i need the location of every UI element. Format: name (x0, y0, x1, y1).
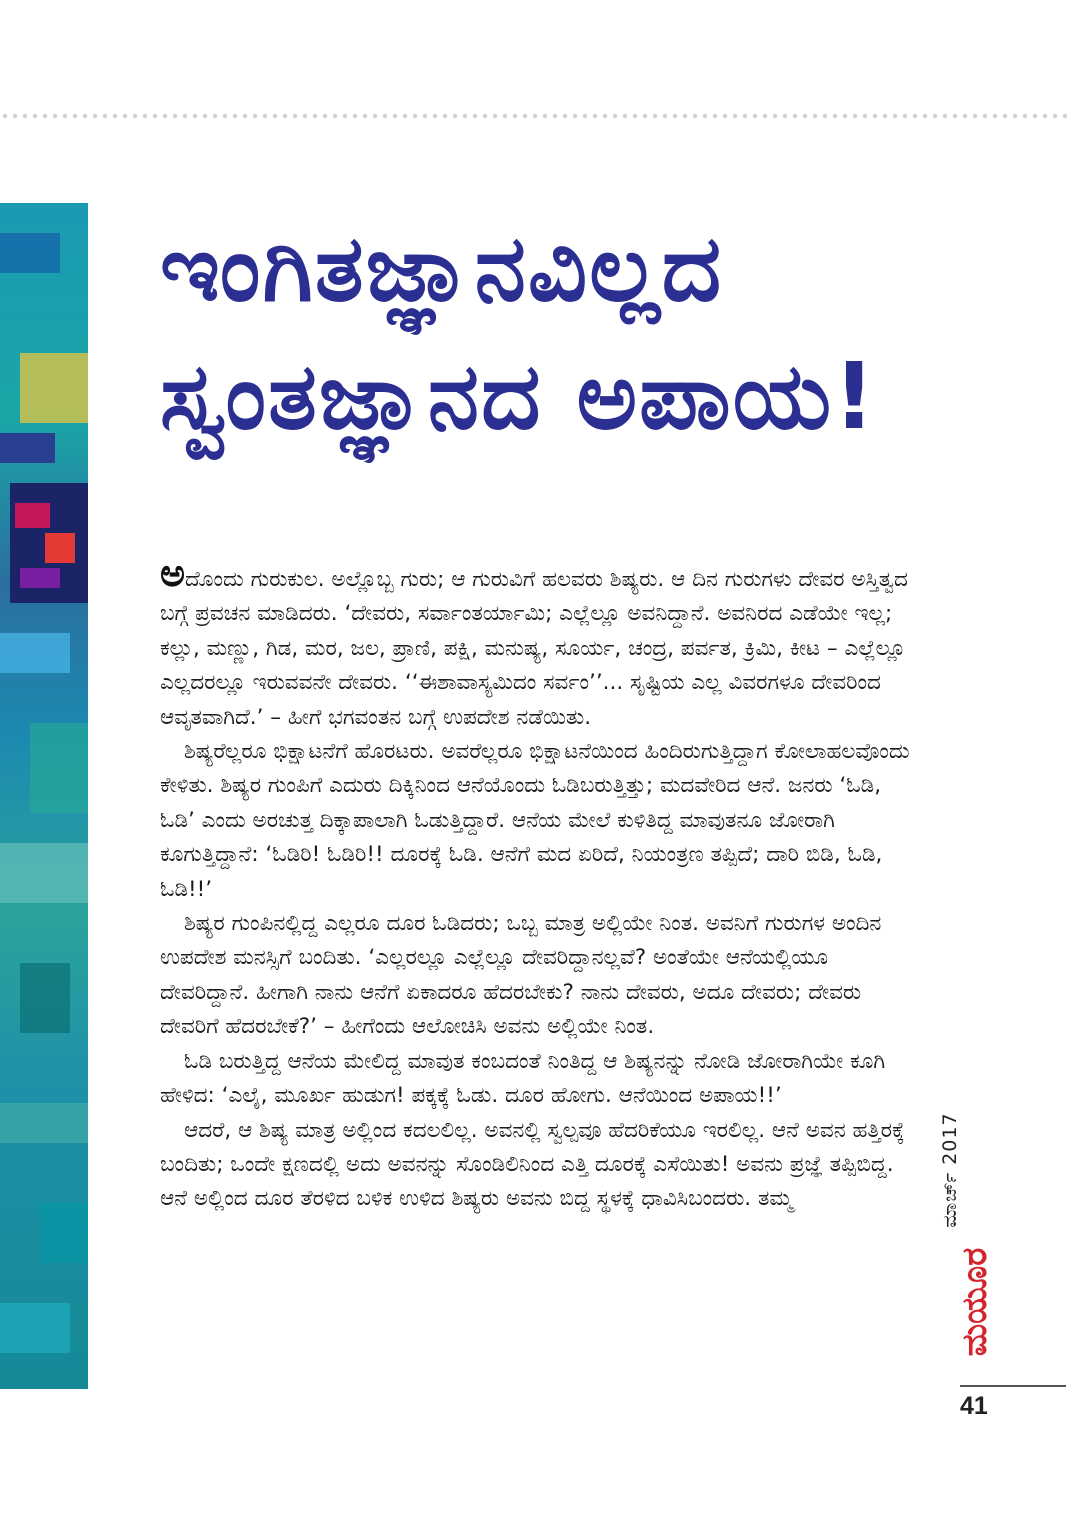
title-line-1: ಇಂಗಿತಜ್ಞಾನವಿಲ್ಲದ (160, 215, 724, 322)
paragraph-4: ಓಡಿ ಬರುತ್ತಿದ್ದ ಆನೆಯ ಮೇಲಿದ್ದ ಮಾವುತ ಕಂಬದಂತೆ ನಿಂತಿದ್ದ ಆ ಶಿಷ್ಯನನ್ನು ನೋಡಿ ಜೋರಾಗಿಯೇ ಕೂಗಿ ಹೇಳಿದ: ‘ಎಲೈ, ಮೂರ್ಖ ಹುಡುಗ! ಪಕ್ಕಕ್ಕೆ ಓಡು. ದೂರ ಹೋಗು. ಆನೆಯಿಂದ ಅಪಾಯ!!’ (160, 1048, 886, 1109)
dotted-divider (0, 112, 1072, 120)
paragraph-3: ಶಿಷ್ಯರ ಗುಂಪಿನಲ್ಲಿದ್ದ ಎಲ್ಲರೂ ದೂರ ಓಡಿದರು; ಒಬ್ಬ ಮಾತ್ರ ಅಲ್ಲಿಯೇ ನಿಂತ. ಅವನಿಗೆ ಗುರುಗಳ ಅಂದಿನ ಉಪದೇಶ ಮನಸ್ಸಿಗೆ ಬಂದಿತು. ‘ಎಲ್ಲರಲ್ಲೂ ಎಲ್ಲೆಲ್ಲೂ ದೇವರಿದ್ದಾನಲ್ಲವೆ? ಅಂತೆಯೇ ಆನೆಯಲ್ಲಿಯೂ ದೇವರಿದ್ದಾನೆ. ಹೀಗಾಗಿ ನಾನು ಆನೆಗೆ ಏಕಾದರೂ ಹೆದರಬೇಕು? ನಾನು ದೇವರು, ಅದೂ ದೇವರು; ದೇವರು ದೇವರಿಗೆ ಹೆದರಬೇಕೆ?’ – ಹೀಗೆಂದು ಆಲೋಚಿಸಿ ಅವನು ಅಲ್ಲಿಯೇ ನಿಂತ. (160, 911, 882, 1040)
painting-strip (0, 203, 88, 1389)
drop-cap: ಅ (160, 551, 186, 595)
paragraph-1 (160, 551, 920, 735)
paragraph-2: ಶಿಷ್ಯರೆಲ್ಲರೂ ಭಿಕ್ಷಾಟನೆಗೆ ಹೊರಟರು. ಅವರೆಲ್ಲರೂ ಭಿಕ್ಷಾಟನೆಯಿಂದ ಹಿಂದಿರುಗುತ್ತಿದ್ದಾಗ ಕೋಲಾಹಲವೊಂದು ಕೇಳಿತು. ಶಿಷ್ಯರ ಗುಂಪಿಗೆ ಎದುರು ದಿಕ್ಕಿನಿಂದ ಆನೆಯೊಂದು ಓಡಿಬರುತ್ತಿತ್ತು; ಮದವೇರಿದ ಆನೆ. ಜನರು ‘ಓಡಿ, ಓಡಿ’ ಎಂದು ಅರಚುತ್ತ ದಿಕ್ಕಾಪಾಲಾಗಿ ಓಡುತ್ತಿದ್ದಾರೆ. ಆನೆಯ ಮೇಲೆ ಕುಳಿತಿದ್ದ ಮಾವುತನೂ ಜೋರಾಗಿ ಕೂಗುತ್ತಿದ್ದಾನೆ: ‘ಓಡಿರಿ! ಓಡಿರಿ!! ದೂರಕ್ಕೆ ಓಡಿ. ಆನೆಗೆ ಮದ ಏರಿದೆ, ನಿಯಂತ್ರಣ ತಪ್ಪಿದೆ; ದಾರಿ ಬಿಡಿ, ಓಡಿ, ಓಡಿ!!’ (160, 739, 910, 902)
title-line-2: ಸ್ವಂತಜ್ಞಾನದ ಅಪಾಯ! (160, 343, 878, 450)
paragraph-5: ಆದರೆ, ಆ ಶಿಷ್ಯ ಮಾತ್ರ ಅಲ್ಲಿಂದ ಕದಲಲಿಲ್ಲ. ಅವನಲ್ಲಿ ಸ್ವಲ್ಪವೂ ಹೆದರಿಕೆಯೂ ಇರಲಿಲ್ಲ. ಆನೆ ಅವನ ಹತ್ತಿರಕ್ಕೆ ಬಂದಿತು; ಒಂದೇ ಕ್ಷಣದಲ್ಲಿ ಅದು ಅವನನ್ನು ಸೊಂಡಿಲಿನಿಂದ ಎತ್ತಿ ದೂರಕ್ಕೆ ಎಸೆಯಿತು! ಅವನು ಪ್ರಜ್ಞೆ ತಪ್ಪಿಬಿದ್ದ. ಆನೆ ಅಲ್ಲಿಂದ ದೂರ ತೆರಳಿದ ಬಳಿಕ ಉಳಿದ ಶಿಷ್ಯರು ಅವನು ಬಿದ್ದ ಸ್ಥಳಕ್ಕೆ ಧಾವಿಸಿಬಂದರು. ತಮ್ಮ (160, 1117, 905, 1212)
issue-date: ಮಾರ್ಚ್ 2017 (939, 1112, 961, 1228)
page-number: 41 (960, 1392, 988, 1420)
paragraph-1-text: ದೊಂದು ಗುರುಕುಲ. ಅಲ್ಲೊಬ್ಬ ಗುರು; ಆ ಗುರುವಿಗೆ ಹಲವರು ಶಿಷ್ಯರು. ಆ ದಿನ ಗುರುಗಳು ದೇವರ ಅಸ್ತಿತ್ವದ ಬಗ್ಗೆ ಪ್ರವಚನ ಮಾಡಿದರು. ‘ದೇವರು, ಸರ್ವಾಂತರ್ಯಾಮಿ; ಎಲ್ಲೆಲ್ಲೂ ಅವನಿದ್ದಾನೆ. ಅವನಿರದ ಎಡೆಯೇ ಇಲ್ಲ; ಕಲ್ಲು, ಮಣ್ಣು, ಗಿಡ, ಮರ, ಜಲ, ಪ್ರಾಣಿ, ಪಕ್ಷಿ, ಮನುಷ್ಯ, ಸೂರ್ಯ, ಚಂದ್ರ, ಪರ್ವತ, ಕ್ರಿಮಿ, ಕೀಟ – ಎಲ್ಲೆಲ್ಲೂ ಎಲ್ಲದರಲ್ಲೂ ಇರುವವನೇ ದೇವರು. ‘‘ಈಶಾವಾಸ್ಯಮಿದಂ ಸರ್ವಂ’’... ಸೃಷ್ಟಿಯ ಎಲ್ಲ ವಿವರಗಳೂ ದೇವರಿಂದ ಆವೃತವಾಗಿದೆ.’ – ಹೀಗೆ ಭಗವಂತನ ಬಗ್ಗೆ ಉಪದೇಶ ನಡೆಯಿತು. (160, 567, 908, 730)
article-title (160, 205, 877, 461)
folio-rule (960, 1385, 1066, 1387)
magazine-logo: ಮಯೂರ (955, 1247, 995, 1357)
article-body (160, 551, 920, 1217)
